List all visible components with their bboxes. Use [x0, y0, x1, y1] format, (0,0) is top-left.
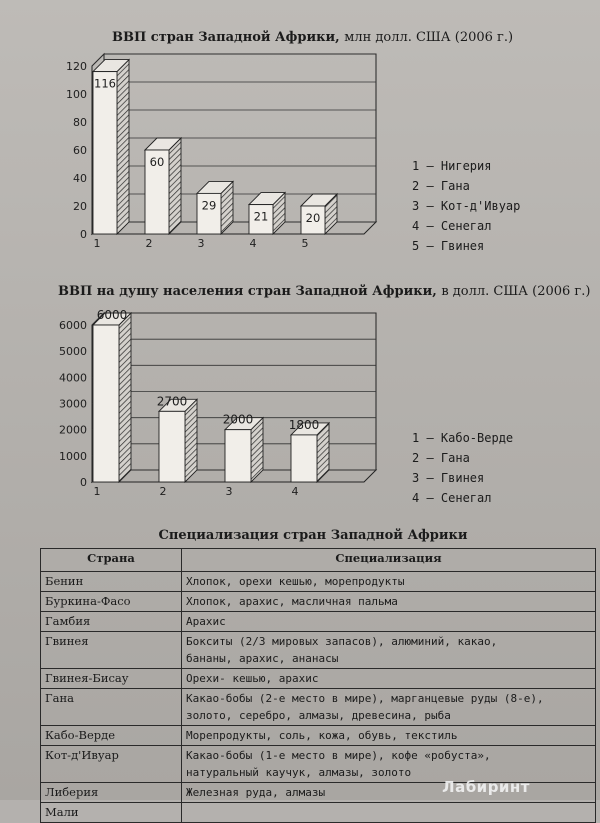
chart1-data-label: 29	[201, 198, 217, 213]
chart1-gridline	[92, 166, 376, 178]
chart2-x-tick-label: 2	[159, 485, 167, 498]
table-row	[41, 669, 596, 689]
country-cell: Гвинея	[41, 632, 182, 669]
bar-side-face	[169, 138, 181, 234]
country-cell: Мали	[41, 803, 182, 823]
chart1-y-tick-label: 100	[66, 88, 87, 101]
chart1-legend-item-2: 2 — Гана	[412, 179, 470, 193]
chart1-plot	[66, 54, 376, 250]
chart1-y-tick-label: 20	[73, 200, 87, 213]
chart1-data-label: 116	[94, 76, 116, 91]
specialization-cell	[182, 689, 596, 726]
chart1-data-label: 21	[253, 209, 269, 224]
country-cell: Бенин	[41, 572, 182, 592]
chart1-gridline	[92, 82, 376, 94]
chart2-title: ВВП на душу населения стран Западной Африки, в долл. США (2006 г.)	[58, 284, 591, 299]
chart1-x-tick-label: 2	[145, 237, 153, 250]
chart1-gridline	[92, 110, 376, 122]
specialization-line: Какао-бобы (2-е место в мире), марганцевые руды (8-е),	[186, 692, 544, 705]
country-cell: Гвинея-Бисау	[41, 669, 182, 689]
specialization-line: Хлопок, арахис, масличная пальма	[186, 595, 398, 608]
specialization-line: Какао-бобы (1-е место в мире), кофе «робуста»,	[186, 749, 491, 762]
chart1-data-label: 60	[149, 155, 165, 169]
chart1-x-tick-label: 1	[93, 237, 101, 250]
header-country: Страна	[41, 549, 182, 572]
chart2-plot	[59, 308, 376, 498]
chart2-gridline	[92, 392, 376, 404]
specialization-line: Железная руда, алмазы	[186, 786, 326, 799]
chart1-y-tick-label: 80	[73, 116, 87, 129]
country-cell: Либерия	[41, 783, 182, 803]
chart2-x-tick-label: 3	[225, 485, 233, 498]
chart2-gridline	[92, 339, 376, 351]
specialization-cell	[182, 572, 596, 592]
chart2-data-label: 2000	[222, 412, 254, 427]
chart2-legend	[412, 428, 513, 508]
chart2-y-tick-label: 1000	[59, 449, 87, 463]
country-cell: Гана	[41, 689, 182, 726]
chart2-data-label: 6000	[96, 308, 128, 322]
specialization-line: Арахис	[186, 615, 226, 628]
bar-side-face	[119, 313, 131, 482]
table-row	[41, 612, 596, 632]
specialization-line: Хлопок, орехи кешью, морепродукты	[186, 575, 405, 588]
chart2-x-tick-label: 1	[93, 485, 101, 498]
specialization-cell	[182, 803, 596, 823]
chart1-y-tick-label: 0	[80, 228, 87, 241]
chart1-y-tick-label: 120	[66, 60, 87, 73]
chart2-y-tick-label: 0	[80, 476, 87, 489]
specialization-line: Бокситы (2/3 мировых запасов), алюминий, какао,	[186, 635, 498, 648]
specialization-line: Морепродукты, соль, кожа, обувь, текстиль	[186, 729, 458, 742]
chart1-legend-item-1: 1 — Нигерия	[412, 159, 492, 173]
bar-front-face	[225, 430, 251, 482]
chart2-y-tick-label: 3000	[59, 397, 87, 411]
specialization-cell	[182, 612, 596, 632]
chart2-legend-item-3: 3 — Гвинея	[412, 471, 485, 485]
chart1-legend-item-3: 3 — Кот-д'Ивуар	[412, 199, 521, 213]
chart2-bar-3	[225, 418, 263, 482]
labirint-watermark-logo: Лабиринт	[442, 778, 530, 796]
chart1-legend-item-5: 5 — Гвинея	[412, 239, 485, 253]
chart2-legend-item-1: 1 — Кабо-Верде	[412, 431, 514, 445]
chart2-data-label: 1800	[288, 417, 320, 432]
specialization-line: золото, серебро, алмазы, древесина, рыба	[186, 709, 451, 722]
table-title: Специализация стран Западной Африки	[158, 528, 468, 543]
specialization-line	[186, 804, 591, 821]
table-header-row	[41, 549, 596, 572]
bar-front-face	[291, 435, 317, 482]
country-cell: Кабо-Верде	[41, 726, 182, 746]
table-row	[41, 726, 596, 746]
bar-front-face	[93, 325, 119, 482]
chart1-x-tick-label: 5	[301, 237, 309, 250]
chart2-y-tick-label: 5000	[59, 345, 87, 359]
country-cell: Гамбия	[41, 612, 182, 632]
chart1-x-tick-label: 3	[197, 237, 205, 250]
chart2-y-tick-label: 4000	[59, 371, 87, 385]
specialization-cell	[182, 726, 596, 746]
chart1-x-tick-label: 4	[249, 237, 257, 250]
specialization-cell	[182, 592, 596, 612]
chart2-y-tick-label: 2000	[59, 423, 87, 437]
specialization-line: бананы, арахис, ананасы	[186, 652, 339, 665]
chart2-gridline	[92, 313, 376, 325]
chart1-legend	[412, 156, 520, 256]
table-row	[41, 572, 596, 592]
specialization-cell	[182, 746, 596, 783]
header-specialization: Специализация	[182, 549, 596, 572]
bar-front-face	[159, 411, 185, 482]
bar-side-face	[117, 60, 129, 234]
table-row	[41, 632, 596, 669]
chart1-legend-item-4: 4 — Сенегал	[412, 219, 492, 233]
chart2-x-tick-label: 4	[291, 485, 299, 498]
chart1-y-tick-label: 40	[73, 172, 87, 185]
chart2-legend-item-4: 4 — Сенегал	[412, 491, 492, 505]
chart2-data-label: 2700	[156, 394, 188, 409]
chart2-legend-item-2: 2 — Гана	[412, 451, 470, 465]
specialization-line: натуральный каучук, алмазы, золото	[186, 766, 412, 779]
table-row	[41, 746, 596, 783]
chart2-gridline	[92, 365, 376, 377]
bar-side-face	[185, 399, 197, 482]
table-row	[41, 592, 596, 612]
chart2-bar-1	[93, 313, 131, 482]
country-cell: Буркина-Фасо	[41, 592, 182, 612]
chart1-gridline	[92, 138, 376, 150]
chart2-y-tick-label: 6000	[59, 319, 87, 332]
specialization-cell	[182, 669, 596, 689]
specialization-cell	[182, 632, 596, 669]
chart2-bar-2	[159, 399, 197, 482]
bar-front-face	[93, 72, 117, 234]
chart1-gridline	[92, 54, 376, 66]
specialization-line: Орехи- кешью, арахис	[186, 672, 319, 685]
chart1-y-tick-label: 60	[73, 144, 87, 157]
table-row	[41, 689, 596, 726]
chart1-bar-2	[145, 138, 181, 234]
chart1-data-label: 20	[305, 211, 321, 225]
chart1-title: ВВП стран Западной Африки, млн долл. США (2006 г.)	[112, 30, 514, 45]
country-cell: Кот-д'Ивуар	[41, 746, 182, 783]
table-row	[41, 803, 596, 823]
